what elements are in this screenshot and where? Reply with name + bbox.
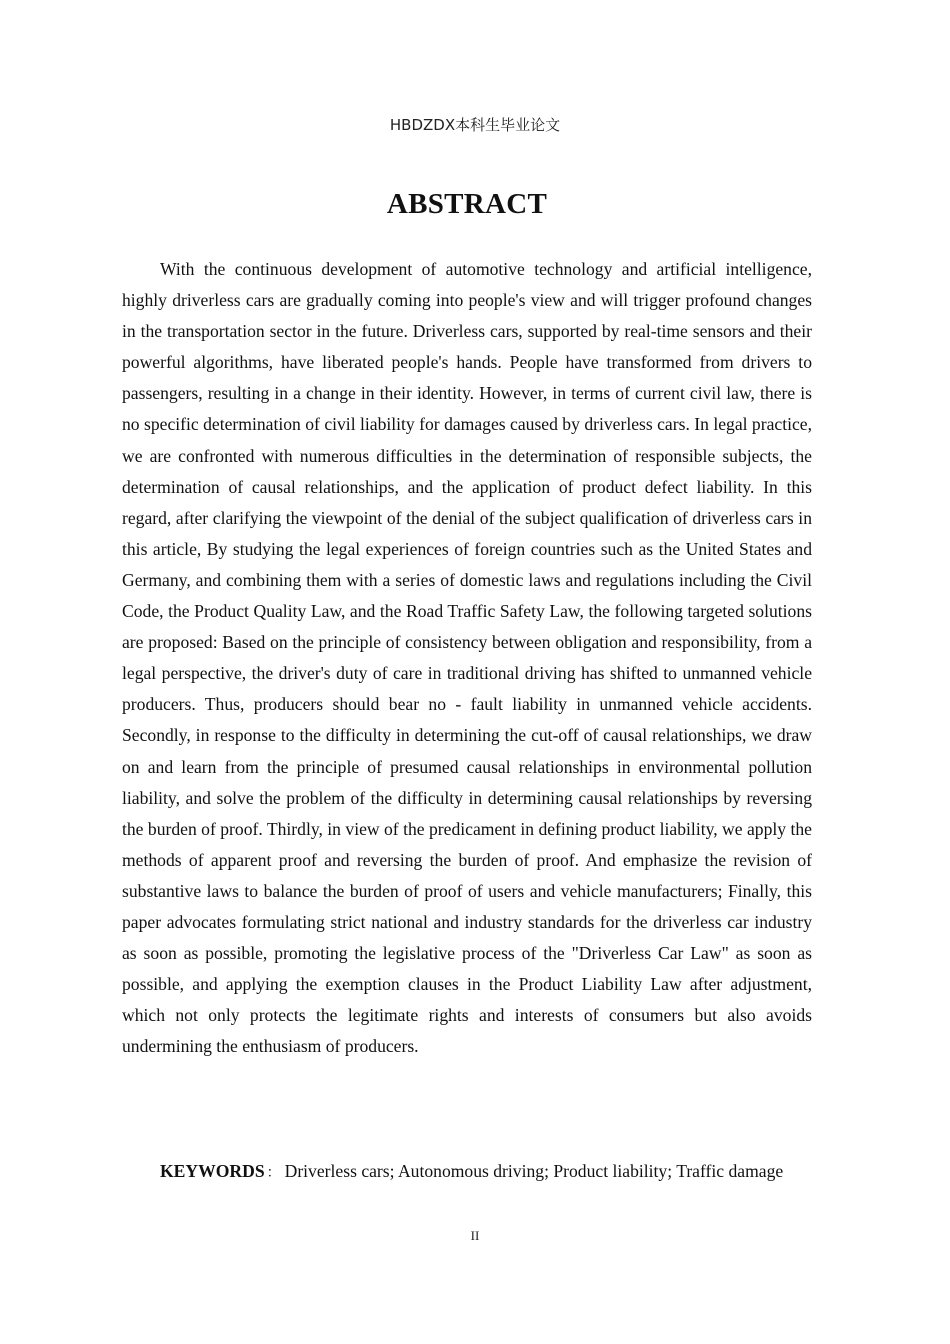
abstract-paragraph: With the continuous development of automotive technology and artificial intelligence, highly driverless cars are gradually coming into people's view and will trigger profound changes in the transportation sector in the future. Driverless cars, supported by real-time sensors and their powerful algorithms, have liberated people's hands. People have transformed from drivers to passengers, resulting in a change in their identity. However, in terms of current civil law, there is no specific determination of civil liability for damages caused by driverless cars. In legal practice, we are confronted with numerous difficulties in the determination of responsible subjects, the determination of causal relationships, and the application of product defect liability. In this regard, after clarifying the viewpoint of the denial of the subject qualification of driverless cars in this article, By studying the legal experiences of foreign countries such as the United States and Germany, and combining them with a series of domestic laws and regulations including the Civil Code, the Product Quality Law, and the Road Traffic Safety Law, the following targeted solutions are proposed: Based on the principle of consistency between obligation and responsibility, from a legal perspective, the driver's duty of care in traditional driving has shifted to unmanned vehicle producers. Thus, producers should bear no - fault liability in unmanned vehicle accidents. Secondly, in response to the difficulty in determining the cut-off of causal relationships, we draw on and learn from the principle of presumed causal relationships in environmental pollution liability, and solve the problem of the difficulty in determining causal relationships by reversing the burden of proof. Thirdly, in view of the predicament in defining product liability, we apply the methods of apparent proof and reversing the burden of proof. And emphasize the revision of substantive laws to balance the burden of proof of users and vehicle manufacturers; Finally, this paper advocates formulating strict national and industry standards for the driverless car industry as soon as possible, promoting the legislative process of the "Driverless Car Law" as soon as possible, and applying the exemption clauses in the Product Liability Law after adjustment, which not only protects the legitimate rights and interests of consumers but also avoids undermining the enthusiasm of producers. — [122, 259, 812, 1057]
keywords-line — [122, 1156, 812, 1189]
page-number: II — [470, 1228, 480, 1243]
keywords-label: KEYWORDS — [160, 1161, 265, 1181]
keywords-separator: ： — [266, 1165, 281, 1181]
keywords-list: Driverless cars; Autonomous driving; Product liability; Traffic damage — [284, 1161, 784, 1181]
page-title: ABSTRACT — [386, 188, 548, 220]
running-header: HBDZDX本科生毕业论文 — [389, 116, 561, 134]
